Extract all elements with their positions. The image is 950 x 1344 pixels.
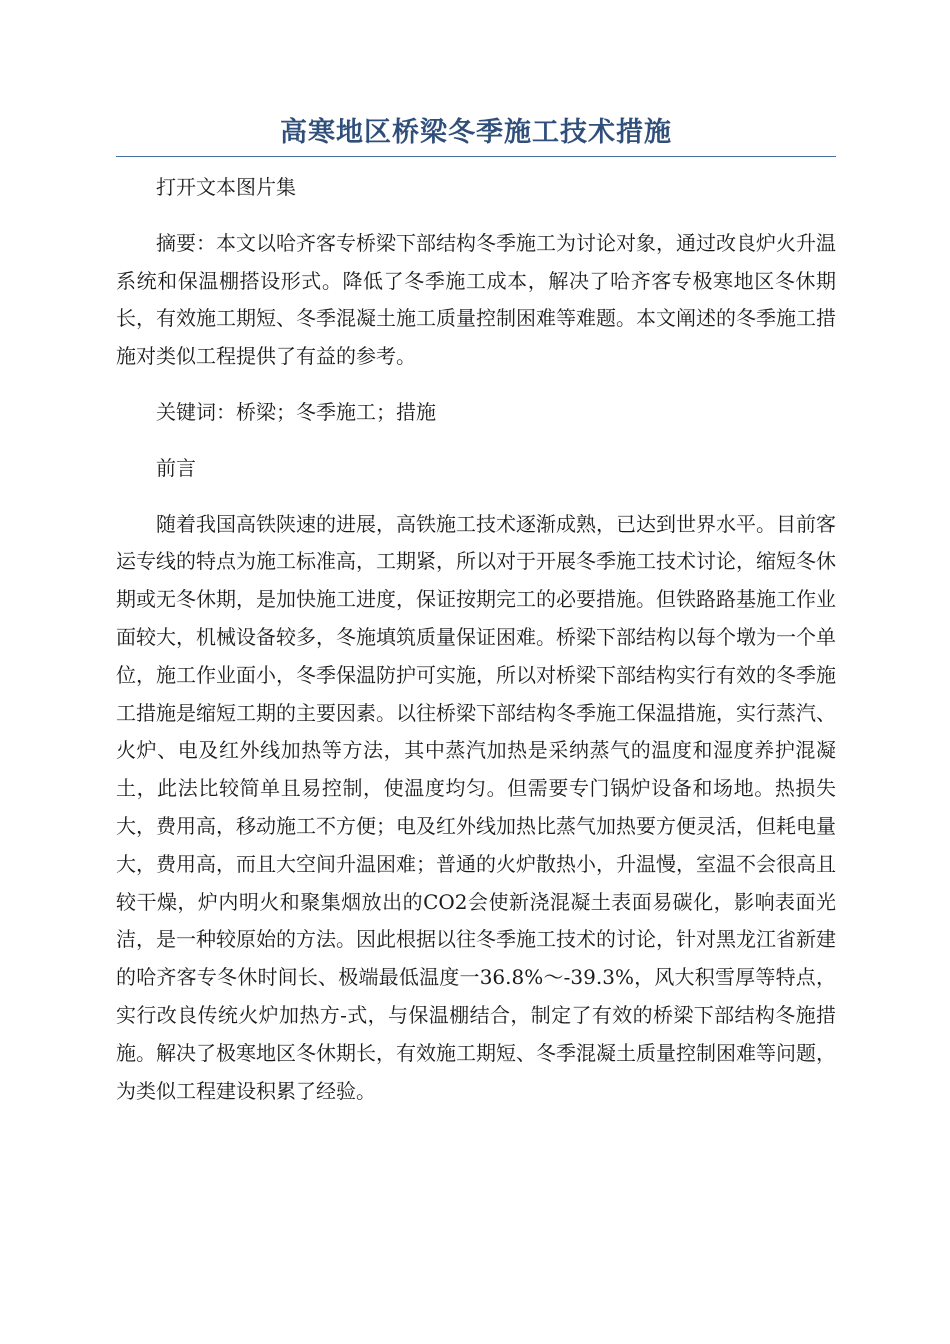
- paragraph-image-collection: 打开文本图片集: [156, 175, 296, 199]
- title-underline: [116, 156, 836, 157]
- document-page: [116, 100, 836, 1128]
- paragraph-preface-heading: 前言: [156, 455, 196, 480]
- paragraph-abstract: 摘要：本文以哈齐客专桥梁下部结构冬季施工为讨论对象，通过改良炉火升温系统和保温棚搭设形式。降低了冬季施工成本，解决了哈齐客专极寒地区冬休期长，有效施工期短、冬季混凝土施工质量控制困难等难题。本文阐述的冬季施工措施对类似工程提供了有益的参考。: [116, 230, 836, 369]
- document-title: 高寒地区桥梁冬季施工技术措施: [280, 117, 672, 148]
- paragraph-keywords: 关键词：桥梁；冬季施工；措施: [156, 399, 436, 424]
- paragraph-body: 随着我国高铁陕速的进展，高铁施工技术逐渐成熟，已达到世界水平。目前客运专线的特点为施工标准高，工期紧，所以对于开展冬季施工技术讨论，缩短冬休期或无冬休期，是加快施工进度，保证按期完工的必要措施。但铁路路基施工作业面较大，机械设备较多，冬施填筑质量保证困难。桥梁下部结构以每个墩为一个单位，施工作业面小，冬季保温防护可实施，所以对桥梁下部结构实行有效的冬季施工措施是缩短工期的主要因素。以往桥梁下部结构冬季施工保温措施，实行蒸汽、火炉、电及红外线加热等方法，其中蒸汽加热是采纳蒸气的温度和湿度养护混凝土，此法比较简单且易控制，使温度均匀。但需要专门锅炉设备和场地。热损失大，费用高，移动施工不方便；电及红外线加热比蒸气加热要方便灵活，但耗电量大，费用高，而且大空间升温困难；普通的火炉散热小，升温慢，室温不会很高且较干燥，炉内明火和聚集烟放出的CO2会使新浇混凝土表面易碳化，影响表面光洁，是一种较原始的方法。因此根据以往冬季施工技术的讨论，针对黑龙江省新建的哈齐客专冬休时间长、极端最低温度一36.8%～-39.3%，风大积雪厚等特点，实行改良传统火炉加热方-式，与保温棚结合，制定了有效的桥梁下部结构冬施措施。解决了极寒地区冬休期长，有效施工期短、冬季混凝土质量控制困难等问题，为类似工程建设积累了经验。: [116, 511, 836, 1103]
